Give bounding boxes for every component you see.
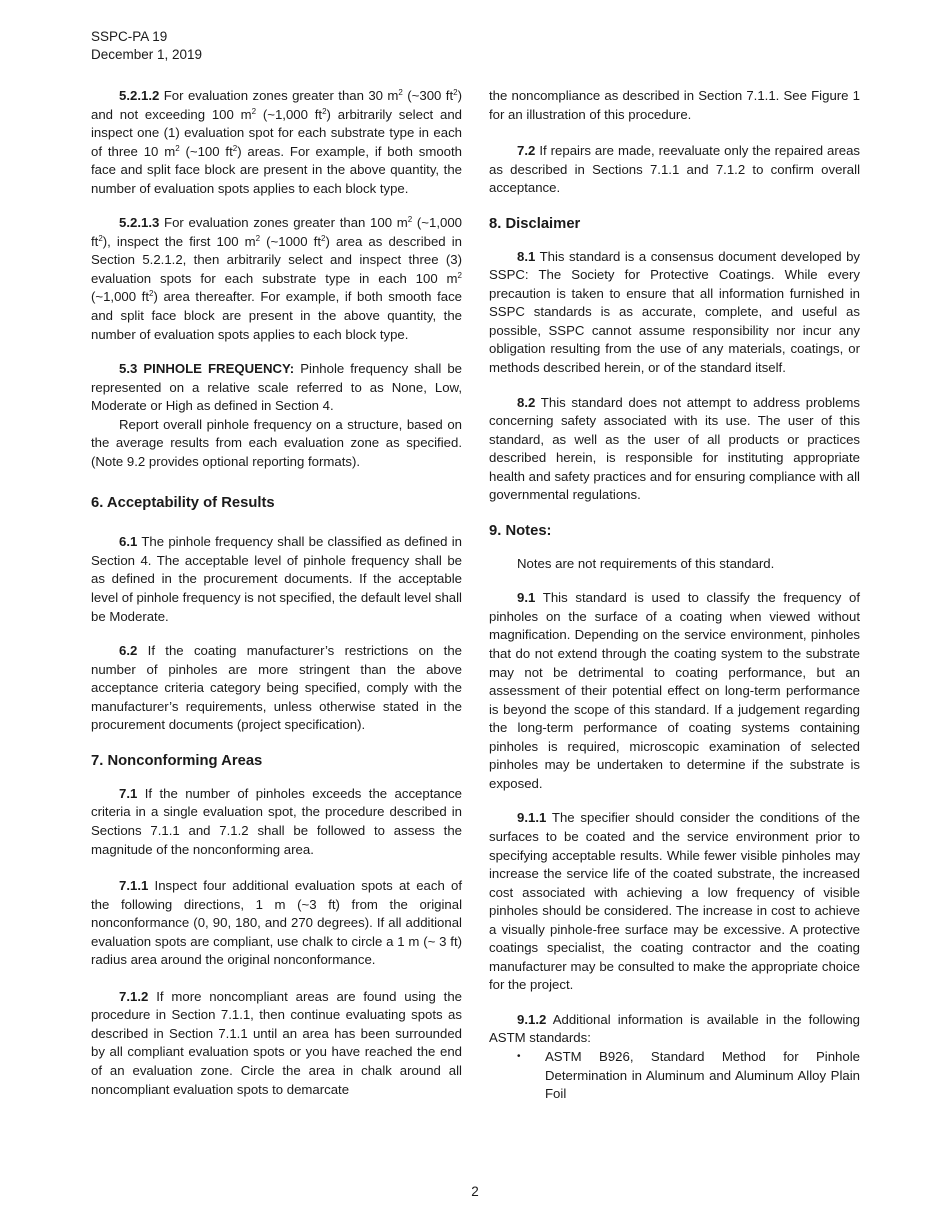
section-9-1-1: 9.1.1 The specifier should consider the conditions of the surfaces to be coated and the service environment prior to specifying acceptable results. While fewer visible pinholes may increase the service life of the coated substrate, the increased cost associated with achieving a low frequency of visible pinholes should be considered. The increase in cost to achieve a visually pinhole-free surface may be excessive. A protective coatings specialist, the coating contractor and the coating manufacturer may be consulted to make the appropriate choice for the project. <box>489 810 860 993</box>
section-6-2: 6.2 If the coating manufacturer’s restrictions on the number of pinholes are more stringent than the above acceptance criteria category being specified, comply with the manufacturer’s requirements, unless otherwise stated in the procurement documents (project specification). <box>91 643 462 733</box>
section-8-2: 8.2 This standard does not attempt to address problems concerning safety associated with its use. The user of this standard, as well as the user of all products or practices described herein, is responsible for instituting appropriate health and safety practices and for ensuring compliance with all governmental regulations. <box>489 394 860 503</box>
section-number: 5.3 PINHOLE FREQUENCY: <box>119 361 295 377</box>
section-number: 9.1.1 <box>517 810 547 826</box>
section-number: 6.2 <box>119 643 138 659</box>
list-item <box>517 1048 860 1104</box>
section-number: 8.1 <box>517 248 536 264</box>
section-7-1-2-continued: the noncompliance as described in Section 7.1.1. See Figure 1 for an illustration of this procedure. <box>489 88 860 122</box>
section-number: 7.1.2 <box>119 988 149 1004</box>
right-column <box>489 87 860 1104</box>
section-9-1-2: 9.1.2 Additional information is available in the following ASTM standards: <box>489 1011 860 1046</box>
section-number: 7.1.1 <box>119 878 149 894</box>
document-id: SSPC-PA 19 <box>91 29 168 44</box>
section-7-2: 7.2 If repairs are made, reevaluate only the repaired areas as described in Sections 7.1.1 and 7.1.2 to confirm overall acceptance. <box>489 143 860 196</box>
heading-7: 7. Nonconforming Areas <box>91 752 263 769</box>
left-column <box>91 87 462 1115</box>
section-number: 7.1 <box>119 785 138 801</box>
notes-intro: Notes are not requirements of this standard. <box>517 555 775 571</box>
section-7-1-1: 7.1.1 Inspect four additional evaluation spots at each of the following directions, 1 m (~3 ft) from the original nonconformance (0, 90, 180, and 270 degrees). If all additional evaluation spots are compliant, use chalk to circle a 1 m (~ 3 ft) radius area around the original nonconformance. <box>91 878 462 968</box>
section-number: 8.2 <box>517 394 536 410</box>
section-5-2-1-3: 5.2.1.3 For evaluation zones greater than 100 $m^2$ (~1,000 $ft^2$), inspect the first 100 $m^2$ (~1000 $ft^2$) area as described in Section 5.2.1.2, then arbitrarily select and inspect three (3) evaluation spots for each substrate type in each 100 $m^2$ (~1,000 $ft^2$) area thereafter. For example, if both smooth face and split face block are present in the above quantity, the number of evaluation spots applies to each block type. <box>91 215 463 342</box>
document-date: December 1, 2019 <box>91 47 203 62</box>
section-5-2-1-2: 5.2.1.2 For evaluation zones greater than 30 $m^2$ (~300 $ft^2$) and not exceeding 100 $m^2$ (~1,000 $ft^2$) arbitrarily select and inspect one (1) evaluation spot for each substrate type in each of three 10 $m^2$ (~100 $ft^2$) areas. For example, if both smooth face and split face block are present in the above quantity, the number of evaluation spots applies to each block type. <box>91 88 462 196</box>
section-number: 5.2.1.2 <box>119 88 160 103</box>
section-5-3: 5.3 PINHOLE FREQUENCY: Pinhole frequency shall be represented on a relative scale referred to as None, Low, Moderate or High as defined in Section 4. <box>91 361 462 414</box>
page-header <box>91 28 202 64</box>
section-7-1: 7.1 If the number of pinholes exceeds the acceptance criteria in a single evaluation spot, the procedure described in Sections 7.1.1 and 7.1.2 shall be followed to assess the magnitude of the nonconforming area. <box>91 785 462 857</box>
heading-6: 6. Acceptability of Results <box>91 495 275 512</box>
section-8-1: 8.1 This standard is a consensus document developed by SSPC: The Society for Protective Coatings. While every precaution is taken to ensure that all information furnished in SSPC standards is as accurate, complete, and useful as possible, SSPC cannot assume responsibility nor incur any obligation resulting from the use of any materials, coatings, or methods described herein, or of the standard itself. <box>489 248 860 376</box>
list-item-text: ASTM B926, Standard Method for Pinhole Determination in Aluminum and Aluminum Alloy Plain Foil <box>545 1048 860 1102</box>
heading-8: 8. Disclaimer <box>489 215 581 232</box>
page-number: 2 <box>471 1184 479 1199</box>
section-number: 6.1 <box>119 534 138 550</box>
bullet-icon: • <box>517 1050 521 1062</box>
section-7-1-2: 7.1.2 If more noncompliant areas are found using the procedure in Section 7.1.1, then continue evaluating spots as described in Section 7.1.1 until an area has been surrounded by all compliant evaluation spots or you have reached the end of an evaluation zone. Circle the area in chalk around all noncompliant evaluation spots to demarcate <box>91 988 462 1097</box>
section-number: 9.1 <box>517 590 536 606</box>
section-5-3-report: Report overall pinhole frequency on a structure, based on the average results from each evaluation zone as specified. (Note 9.2 provides optional reporting formats). <box>91 416 462 469</box>
heading-9: 9. Notes: <box>489 522 552 539</box>
section-number: 9.1.2 <box>517 1011 547 1027</box>
section-6-1: 6.1 The pinhole frequency shall be classified as defined in Section 4. The acceptable level of pinhole frequency shall be as defined in the procurement documents. If the acceptable level of pinhole frequency is not specified, the default level shall be Moderate. <box>91 534 462 624</box>
section-number: 5.2.1.3 <box>119 215 160 231</box>
astm-standards-list <box>489 1048 860 1104</box>
section-9-1: 9.1 This standard is used to classify the frequency of pinholes on the surface of a coating when viewed without magnification. Depending on the service environment, pinholes that do not extend through the coating system to the substrate may not be detrimental to coating performance, but an assessment of their potential effect on long-term performance is beyond the scope of this standard. If a judgement regarding the long-term performance of coating systems containing pinholes is required, microscopic examination of selected pinholes may be undertaken to determine if the substrate is exposed. <box>489 590 860 791</box>
section-number: 7.2 <box>517 143 536 159</box>
